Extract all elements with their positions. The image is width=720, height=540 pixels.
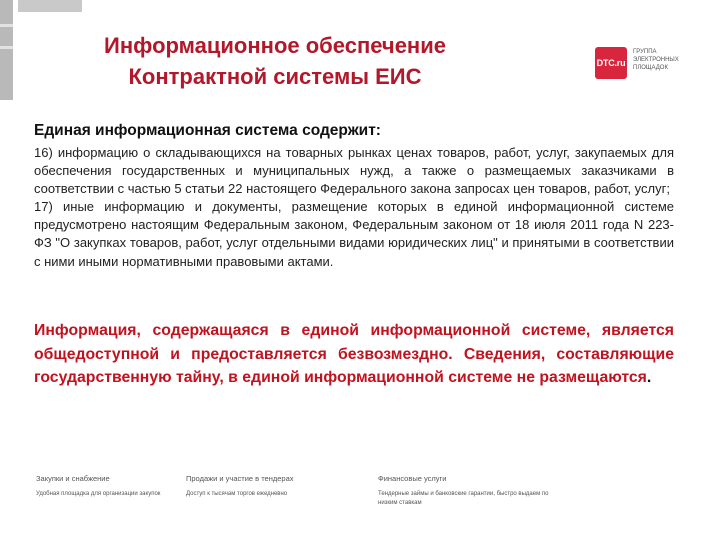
logo-mark-icon — [595, 47, 627, 79]
notice-period: . — [646, 369, 652, 386]
logo-mark-text: DTC.ru — [596, 58, 626, 68]
content-body — [34, 144, 674, 271]
top-decorative-bar — [18, 0, 82, 12]
footer-description: Удобная площадка для организации закупок — [36, 491, 161, 497]
logo-caption-line-3: ПЛОЩАДОК — [633, 65, 668, 71]
footer-title: Закупки и снабжение — [36, 474, 110, 483]
footer-description: Доступ к тысячам торгов ежедневно — [186, 491, 288, 497]
notice-text: Информация, содержащаяся в единой информационной системе, является общедоступной и предоставляется безвозмездно. Сведения, составляющие государственную тайну, в единой информационной системе не размещаются — [34, 322, 674, 386]
list-item-16: 16) информацию о складывающихся на товарных рынках ценах товаров, работ, услуг, закупаемых для обеспечения государственных и муниципальных нужд, а также о размещаемых заказчиками в соответствии с частью 5 статьи 22 настоящего Федерального закона запросах цен товаров, работ, услуг; — [34, 145, 674, 197]
footer-column-sales — [186, 474, 366, 499]
footer-column-finance — [378, 474, 568, 508]
left-bar-gap-1 — [0, 24, 13, 27]
footer-title: Продажи и участие в тендерах — [186, 474, 294, 483]
company-logo — [595, 47, 691, 83]
logo-caption-line-1: ГРУППА — [633, 49, 657, 55]
logo-caption — [633, 48, 693, 72]
content-heading: Единая информационная система содержит: — [34, 122, 381, 139]
left-decorative-bar — [0, 0, 13, 100]
notice-paragraph — [34, 319, 674, 390]
slide-title-line-2: Контрактной системы ЕИС — [128, 64, 422, 89]
slide-title — [60, 30, 490, 92]
footer-title: Финансовые услуги — [378, 474, 447, 483]
slide-title-line-1: Информационное обеспечение — [104, 33, 446, 58]
footer-description: Тендерные займы и банковские гарантии, быстро выдаем по низким ставкам — [378, 491, 549, 506]
left-bar-gap-2 — [0, 46, 13, 49]
list-item-17: 17) иные информацию и документы, размещение которых в единой информационной системе предусмотрено настоящим Федеральным законом, Федеральным законом от 18 июля 2011 года N 223-ФЗ "О закупках товаров, работ, услуг отдельными видами юридических лиц" и принятыми в соответствии с ними иными нормативными правовыми актами. — [34, 199, 674, 269]
logo-caption-line-2: ЭЛЕКТРОННЫХ — [633, 57, 679, 63]
